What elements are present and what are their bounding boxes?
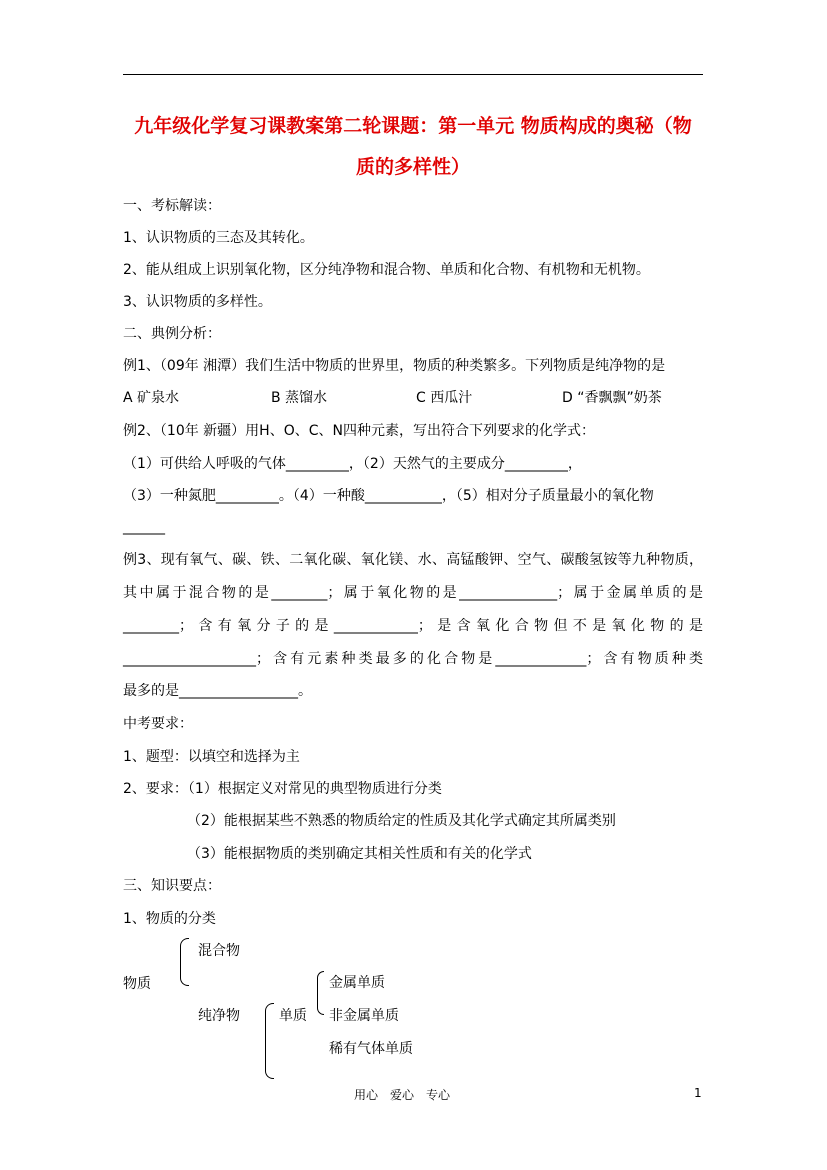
paragraph-line: （2）能根据某些不熟悉的物质给定的性质及其化学式确定其所属类别 [187,813,616,829]
diagram-mixture-label: 混合物 [198,943,240,959]
paragraph-line: 最多的是_________________。 [123,683,312,699]
paragraph-line: ______ [123,519,165,535]
paragraph-line: ________；含有氧分子的是____________；是含氧化合物但不是氧化物的是 [123,618,703,634]
paragraph-line: ___________________；含有元素种类最多的化合物是_____________；含有物质种类 [123,651,703,667]
paragraph-line: （3）一种氮肥_________。（4）一种酸___________，（5）相对分子质量最小的氧化物 [123,488,654,504]
paragraph-line: 其中属于混合物的是________；属于氧化物的是______________；属于金属单质的是 [123,585,703,601]
page-number: 1 [694,1086,702,1100]
diagram-pure-label: 纯净物 [198,1008,240,1024]
paragraph-line: 例3、现有氧气、碳、铁、二氧化碳、氧化镁、水、高锰酸钾、空气、碳酸氢铵等九种物质， [123,552,703,568]
option-b: B 蒸馏水 [271,390,328,406]
section-heading: 二、典例分析： [123,326,221,342]
diagram-noble-label: 稀有气体单质 [329,1041,413,1057]
option-c: C 西瓜汁 [416,390,473,406]
paragraph-line: （3）能根据物质的类别确定其相关性质和有关的化学式 [187,846,532,862]
paragraph-line: 1、物质的分类 [123,911,216,927]
paragraph-line: （1）可供给人呼吸的气体_________，（2）天然气的主要成分_________， [123,456,582,472]
doc-title-line1: 九年级化学复习课教案第二轮课题：第一单元 物质构成的奥秘（物 [134,115,692,137]
section-heading: 三、知识要点： [123,878,221,894]
diagram-nonmetal-label: 非金属单质 [329,1008,399,1024]
diagram-brace-pure [265,1003,274,1079]
diagram-element-label: 单质 [279,1008,307,1024]
section-heading: 一、考标解读： [123,198,221,214]
paragraph-line: 1、认识物质的三态及其转化。 [123,230,314,246]
diagram-brace-root [180,938,189,986]
footer-motto: 用心 爱心 专心 [354,1088,451,1102]
diagram-metal-label: 金属单质 [329,975,385,991]
diagram-brace-element [317,971,324,1015]
paragraph-line: 1、题型：以填空和选择为主 [123,749,300,765]
header-rule [123,74,703,75]
paragraph-line: 2、能从组成上识别氧化物，区分纯净物和混合物、单质和化合物、有机物和无机物。 [123,262,650,278]
paragraph-line: 3、认识物质的多样性。 [123,294,272,310]
example-question: 例1、（09年 湘潭）我们生活中物质的世界里，物质的种类繁多。下列物质是纯净物的是 [123,358,666,374]
paragraph-line: 2、要求：（1）根据定义对常见的典型物质进行分类 [123,781,442,797]
option-a: A 矿泉水 [123,390,180,406]
option-d: D “香飘飘”奶茶 [562,390,662,406]
example-question: 例2、（10年 新疆）用H、O、C、N四种元素，写出符合下列要求的化学式： [123,423,595,439]
section-heading: 中考要求： [123,716,193,732]
diagram-root-label: 物质 [123,976,151,992]
doc-title-line2: 质的多样性） [355,156,470,178]
